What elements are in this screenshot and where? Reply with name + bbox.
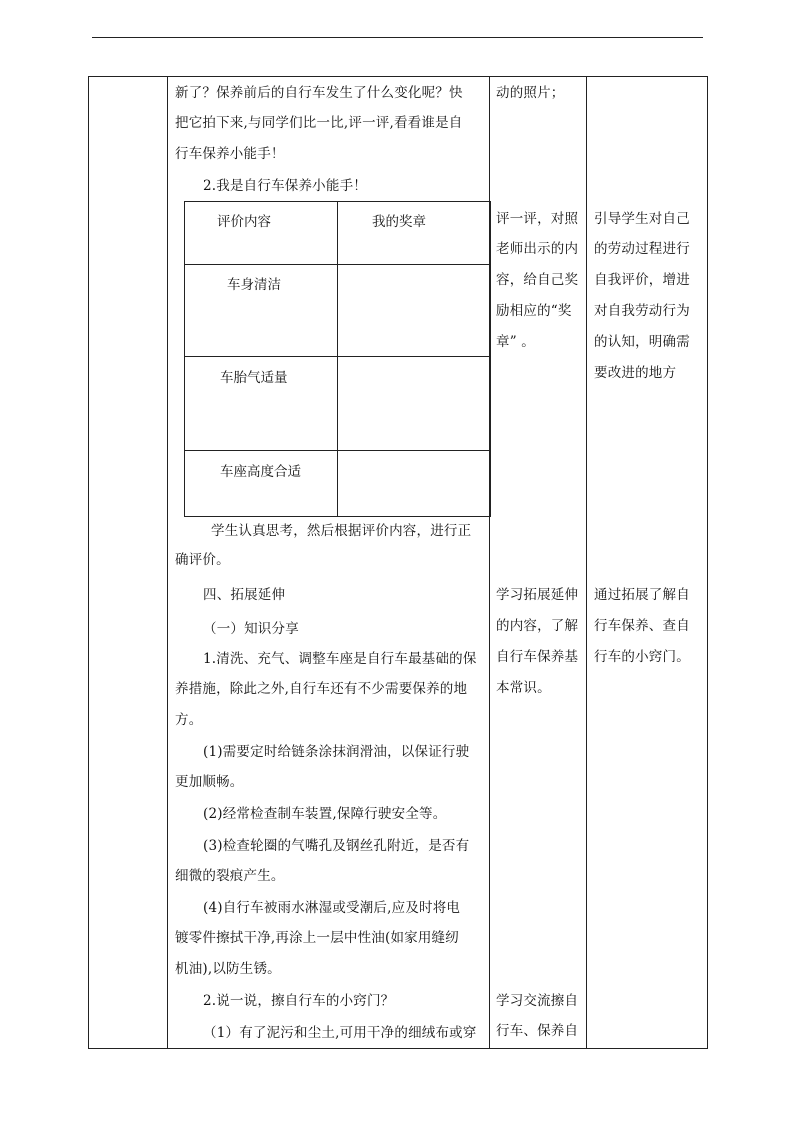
activity-line: (2)经常检查制车装置,保障行驶安全等。	[203, 806, 447, 822]
student-activity-line: 学习交流擦自	[496, 993, 579, 1009]
activity-line: (1)需要定时给链条涂抹润滑油，以保证行驶	[203, 744, 470, 760]
design-intent-line: 行车保养、查自	[594, 618, 690, 634]
activity-line: 更加顺畅。	[175, 774, 244, 790]
activity-line: 方。	[175, 712, 203, 728]
activity-line: 1.清洗、充气、调整车座是自行车最基础的保	[203, 651, 477, 667]
design-intent-line: 对自我劳动行为	[594, 303, 690, 319]
student-activity-line: 学习拓展延伸	[496, 587, 579, 603]
design-intent-line: 行车的小窍门。	[594, 649, 690, 665]
activity-line: （1）有了泥污和尘土,可用干净的细绒布或穿	[203, 1025, 477, 1041]
lesson-table	[88, 76, 708, 1049]
evaluation-column-divider	[337, 202, 338, 516]
student-activity-line: 老师出示的内	[496, 241, 579, 257]
activity-line: 2.我是自行车保养小能手！	[203, 178, 367, 194]
student-activity-line: 的内容，了解	[496, 618, 579, 634]
column-divider-1	[167, 77, 168, 1048]
evaluation-row-label: 车胎气适量	[220, 370, 288, 386]
student-activity-line: 容，给自己奖	[496, 272, 579, 288]
student-activity-line: 行车、保养自	[496, 1023, 579, 1039]
activity-line: 新了？保养前后的自行车发生了什么变化呢？快	[175, 85, 463, 101]
activity-line: (3)检查轮圈的气嘴孔及钢丝孔附近，是否有	[203, 838, 470, 854]
design-intent-line: 的劳动过程进行	[594, 241, 690, 257]
activity-line: 确评价。	[175, 552, 230, 568]
student-activity-line: 动的照片；	[496, 85, 565, 101]
design-intent-line: 引导学生对自己	[594, 211, 690, 227]
design-intent-line: 通过拓展了解自	[594, 587, 690, 603]
activity-line: 把它拍下来,与同学们比一比,评一评,看看谁是自	[175, 115, 463, 131]
evaluation-row-divider	[185, 450, 490, 451]
header-rule	[92, 37, 703, 38]
evaluation-row-label: 车座高度合适	[220, 464, 301, 480]
design-intent-line: 要改进的地方	[594, 365, 677, 381]
design-intent-line: 的认知，明确需	[594, 334, 690, 350]
student-activity-line: 章” 。	[496, 334, 535, 350]
evaluation-row-label: 车身清洁	[227, 277, 281, 293]
evaluation-table	[184, 201, 491, 517]
evaluation-header-medal: 我的奖章	[372, 214, 426, 230]
column-divider-3	[586, 77, 587, 1048]
activity-line: 学生认真思考，然后根据评价内容，进行正	[211, 523, 472, 539]
evaluation-row-divider	[185, 356, 490, 357]
student-activity-line: 励相应的“奖	[496, 303, 572, 319]
design-intent-line: 自我评价，增进	[594, 272, 690, 288]
student-activity-line: 本常识。	[496, 680, 551, 696]
student-activity-line: 自行车保养基	[496, 649, 579, 665]
student-activity-line: 评一评，对照	[496, 211, 579, 227]
activity-line: (4)自行车被雨水淋湿或受潮后,应及时将电	[203, 900, 461, 916]
activity-line: 养措施，除此之外,自行车还有不少需要保养的地	[175, 681, 468, 697]
evaluation-row-divider	[185, 264, 490, 265]
subsection-heading: （一）知识分享	[203, 621, 299, 637]
section-heading: 四、拓展延伸	[203, 587, 286, 603]
activity-line: 2.说一说，擦自行车的小窍门？	[203, 993, 395, 1009]
activity-line: 机油),以防生锈。	[175, 961, 281, 977]
evaluation-header-content: 评价内容	[217, 214, 271, 230]
activity-line: 行车保养小能手！	[175, 146, 285, 162]
activity-line: 镀零件擦拭干净,再涂上一层中性油(如家用缝纫	[175, 930, 459, 946]
activity-line: 细微的裂痕产生。	[175, 868, 285, 884]
